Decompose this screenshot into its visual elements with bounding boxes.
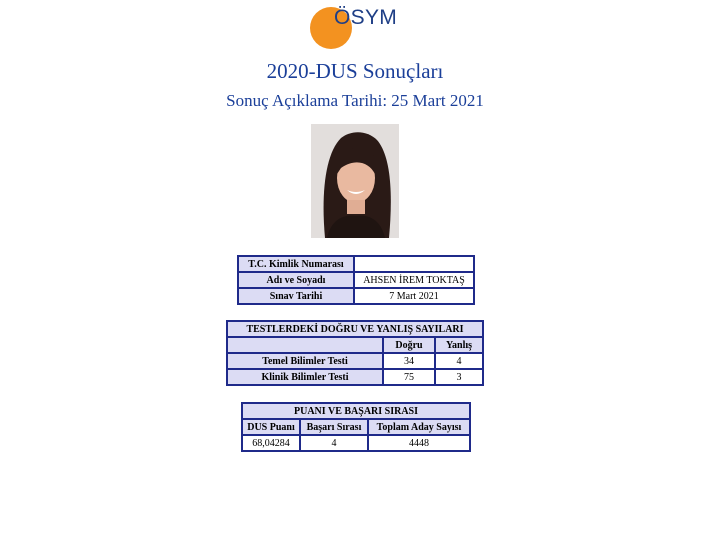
tests-title: TESTLERDEKİ DOĞRU VE YANLIŞ SAYILARI [227, 321, 483, 337]
logo-text: ÖSYM [334, 6, 398, 29]
table-row [227, 369, 483, 385]
test-results-table [226, 320, 484, 386]
table-row [227, 353, 483, 369]
rank-header: Başarı Sırası [300, 419, 368, 435]
total-value: 4448 [368, 435, 470, 451]
exam-date-value: 7 Mart 2021 [354, 288, 474, 304]
rank-value: 4 [300, 435, 368, 451]
test-name: Temel Bilimler Testi [227, 353, 383, 369]
wrong-count: 4 [435, 353, 483, 369]
correct-count: 34 [383, 353, 435, 369]
correct-header: Doğru [383, 337, 435, 353]
table-row [242, 435, 470, 451]
score-header: DUS Puanı [242, 419, 300, 435]
page-title: 2020-DUS Sonuçları [266, 59, 444, 83]
name-value: AHSEN İREM TOKTAŞ [354, 272, 474, 288]
tc-label: T.C. Kimlik Numarası [238, 256, 354, 272]
score-table [241, 402, 471, 452]
correct-count: 75 [383, 369, 435, 385]
tc-value [354, 256, 474, 272]
score-title: PUANI VE BAŞARI SIRASI [242, 403, 470, 419]
test-name: Klinik Bilimler Testi [227, 369, 383, 385]
candidate-photo [311, 124, 399, 238]
result-date: Sonuç Açıklama Tarihi: 25 Mart 2021 [226, 91, 484, 110]
name-label: Adı ve Soyadı [238, 272, 354, 288]
wrong-header: Yanlış [435, 337, 483, 353]
exam-date-label: Sınav Tarihi [238, 288, 354, 304]
candidate-info-table [237, 255, 475, 305]
osym-logo [308, 4, 408, 50]
tests-empty-header [227, 337, 383, 353]
portrait-image [311, 124, 399, 238]
wrong-count: 3 [435, 369, 483, 385]
total-header: Toplam Aday Sayısı [368, 419, 470, 435]
score-value: 68,04284 [242, 435, 300, 451]
